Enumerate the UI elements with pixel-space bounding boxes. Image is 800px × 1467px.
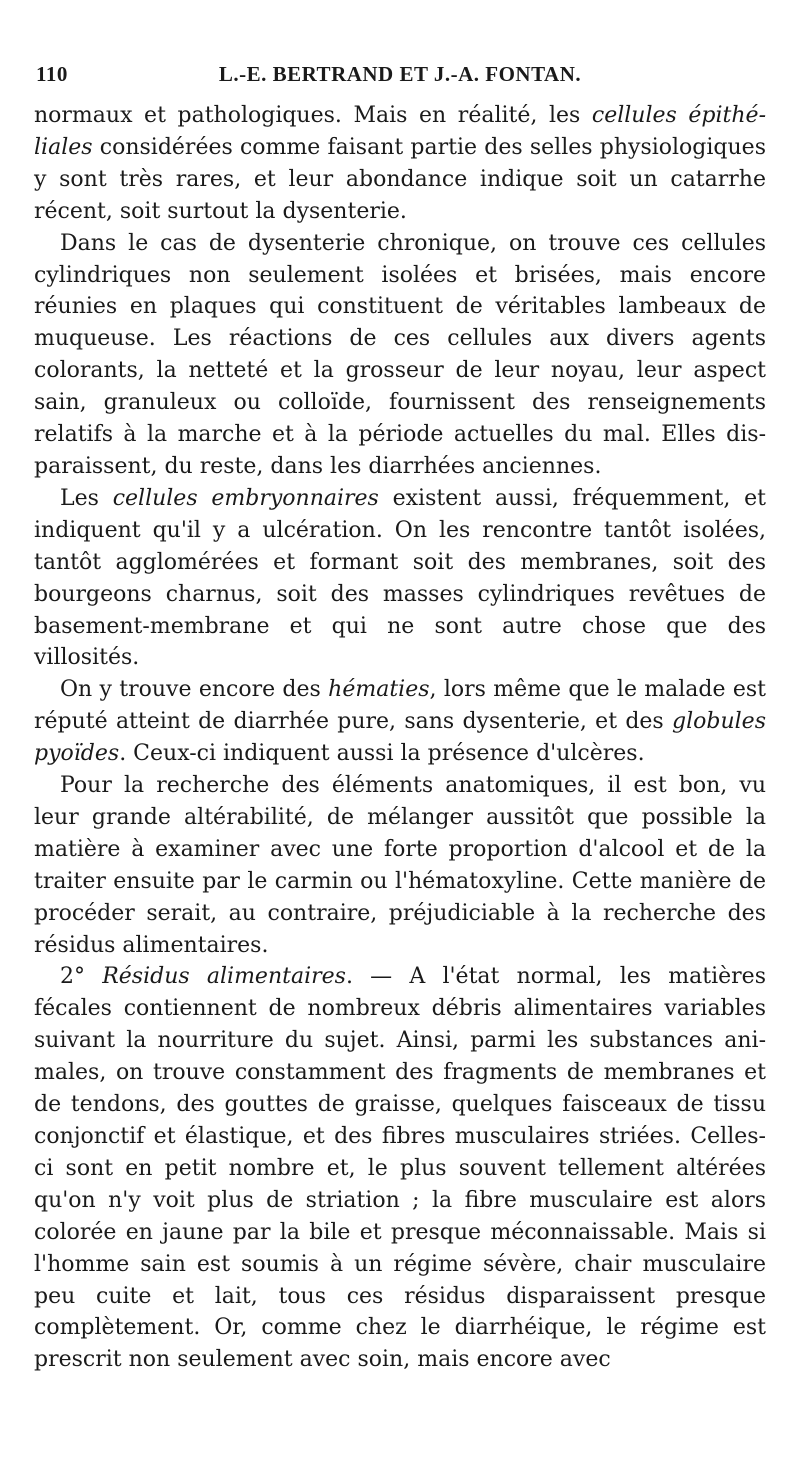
running-title: L.-E. BERTRAND ET J.-A. FONTAN. (218, 62, 582, 86)
paragraph (34, 961, 766, 1376)
italic-term: cellules embryonnaires (112, 485, 379, 511)
text-run: existent aussi, fréquemment, et indiquent qu'il y a ulcération. On les rencontre tantôt isolées, tantôt agglomérées et formant soit des membranes, soit des bourgeons charnus, soit des masses cylindriques revêtues de basement-membrane et qui ne sont autre chose que des villosités. (34, 485, 766, 671)
text-run: Pour la recherche des éléments anatomiques, il est bon, vu leur grande altérabilité, de mélanger aussitôt que possible la matière à examiner avec une forte proportion d'alcool et de la traiter ensuite par le carmin ou l'hématoxyline. Cette manière de procéder serait, au contraire, préjudiciable à la recherche des résidus alimentaires. (34, 773, 766, 958)
book-page (34, 58, 766, 1376)
paragraph (34, 483, 766, 674)
running-head (34, 58, 766, 94)
text-run: Les (60, 485, 113, 511)
paragraph (34, 100, 766, 228)
text-run: . Ceux-ci indiquent aussi la présence d'ulcères. (119, 741, 645, 767)
body-text (34, 100, 766, 1376)
italic-term: globules pyoïdes (34, 709, 766, 767)
text-run: On y trouve encore des (60, 677, 329, 703)
paragraph (34, 674, 766, 770)
text-run: normaux et pathologiques. Mais en réalité, les (34, 103, 592, 128)
paragraph (34, 228, 766, 483)
paragraph (34, 770, 766, 961)
italic-term: cellules épithéliales (34, 103, 766, 160)
text-run: considérées comme faisant partie des selles physiologiques y sont très rares, et leur abondance indique soit un catarrhe récent, soit surtout la dysenterie. (34, 134, 766, 224)
text-run: Dans le cas de dysenterie chronique, on trouve ces cellules cylindriques non seulement isolées et brisées, mais encore réunies en plaques qui constituent de véritables lambeaux de muqueuse. Les réactions de ces cellules aux divers agents colorants, la netteté et la grosseur de leur noyau, leur aspect sain, granuleux ou colloïde, fournissent des renseignements relatifs à la marche et à la période actuelles du mal. Elles disparaissent, du reste, dans les diarrhées anciennes. (34, 230, 766, 479)
text-run: , lors même que le malade est réputé atteint de diarrhée pure, sans dysenterie, et des (34, 677, 766, 735)
text-run: . — A l'état normal, les matières fécales contiennent de nombreux débris alimentaires variables suivant la nourriture du sujet. Ainsi, parmi les substances animales, on trouve constamment des fragments de membranes et de tendons, des gouttes de graisse, quelques faisceaux de tissu conjonctif et élastique, et des fibres musculaires striées. Celles-ci sont en petit nombre et, le plus souvent tellement altérées qu'on n'y voit plus de striation ; la fibre musculaire est alors colorée en jaune par la bile et presque méconnaissable. Mais si l'homme sain est soumis à un régime sévère, chair musculaire peu cuite et lait, tous ces résidus disparaissent presque complètement. Or, comme chez le diarrhéique, le régime est prescrit non seulement avec soin, mais encore avec (34, 964, 766, 1373)
page-number: 110 (36, 62, 68, 86)
section-heading: Résidus alimentaires (102, 964, 346, 990)
text-run: 2° (60, 964, 103, 990)
italic-term: hématies (328, 677, 430, 703)
